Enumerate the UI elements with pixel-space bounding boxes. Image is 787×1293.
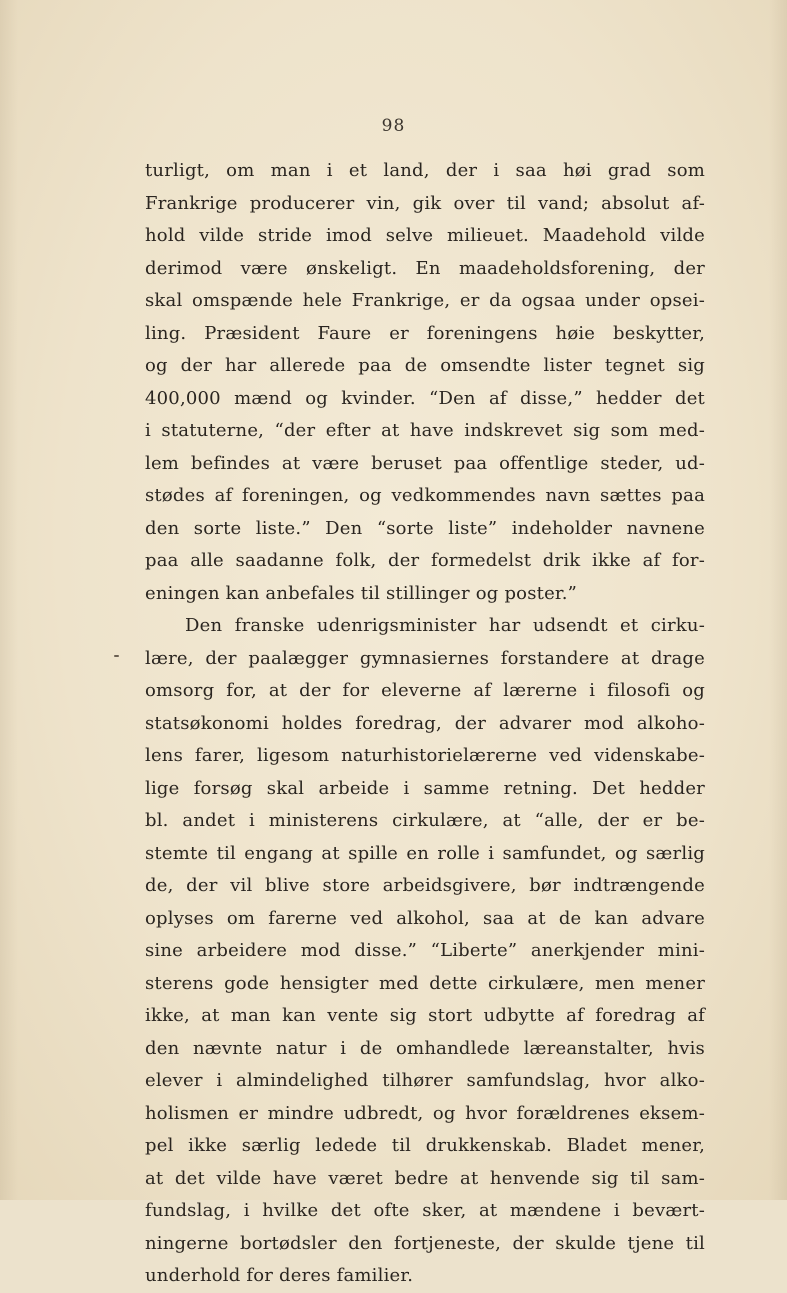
- text-line: ningerne bortødsler den fortjeneste, der skulde tjene til: [145, 1232, 705, 1254]
- text-line: 400,000 mænd og kvinder. “Den af disse,” hedder det: [145, 387, 705, 409]
- text-line: de, der vil blive store arbeidsgivere, bør indtrængende: [145, 875, 705, 896]
- text-line: stødes af foreningen, og vedkommendes navn sættes paa: [145, 485, 705, 506]
- text-line: turligt, om man i et land, der i saa høi grad som: [145, 160, 705, 181]
- text-line: hold vilde stride imod selve milieuet. Maadehold vilde: [145, 225, 705, 246]
- text-line: elever i almindelighed tilhører samfundslag, hvor alko-: [145, 1070, 705, 1091]
- text-line: lens farer, ligesom naturhistorielærerne ved videnskabe-: [145, 745, 705, 766]
- text-line: sine arbeidere mod disse.” “Liberte” anerkjender mini-: [145, 940, 705, 961]
- text-line: statsøkonomi holdes foredrag, der advarer mod alkoho-: [145, 712, 705, 734]
- text-line: stemte til engang at spille en rolle i samfundet, og særlig: [145, 842, 705, 864]
- paragraph-first-line: Den franske udenrigsminister har udsendt et cirku-: [185, 615, 705, 636]
- page-edge-shadow-left: [0, 0, 18, 1200]
- text-line: eningen kan anbefales til stillinger og poster.”: [145, 582, 578, 604]
- text-line: lige forsøg skal arbeide i samme retning. Det hedder: [145, 777, 705, 799]
- text-line: lem befindes at være beruset paa offentlige steder, ud-: [145, 452, 705, 474]
- text-line: ikke, at man kan vente sig stort udbytte af foredrag af: [145, 1005, 705, 1026]
- body-text: [145, 155, 705, 1293]
- margin-mark: [114, 655, 119, 657]
- text-line: og der har allerede paa de omsendte lister tegnet sig: [145, 355, 705, 376]
- text-line: omsorg for, at der for eleverne af lærerne i filosofi og: [145, 680, 705, 701]
- text-line: fundslag, i hvilke det ofte sker, at mændene i bevært-: [145, 1200, 705, 1221]
- text-line: i statuterne, “der efter at have indskrevet sig som med-: [145, 420, 705, 441]
- text-line: oplyses om farerne ved alkohol, saa at de kan advare: [145, 907, 705, 929]
- text-line: pel ikke særlig ledede til drukkenskab. Bladet mener,: [145, 1135, 705, 1156]
- text-line: den sorte liste.” Den “sorte liste” indeholder navnene: [145, 517, 705, 539]
- text-line: bl. andet i ministerens cirkulære, at “alle, der er be-: [145, 810, 705, 831]
- text-line: lære, der paalægger gymnasiernes forstandere at drage: [145, 647, 705, 669]
- text-line: underhold for deres familier.: [145, 1265, 414, 1286]
- text-line: Frankrige producerer vin, gik over til vand; absolut af-: [145, 192, 705, 214]
- text-line: sterens gode hensigter med dette cirkulære, men mener: [145, 972, 705, 994]
- page-edge-shadow-right: [769, 0, 787, 1200]
- text-line: holismen er mindre udbredt, og hvor forældrenes eksem-: [145, 1102, 705, 1124]
- text-line: ling. Præsident Faure er foreningens høie beskytter,: [145, 322, 705, 344]
- text-line: at det vilde have været bedre at henvende sig til sam-: [145, 1167, 705, 1189]
- text-line: skal omspænde hele Frankrige, er da ogsaa under opsei-: [145, 290, 705, 311]
- text-line: den nævnte natur i de omhandlede læreanstalter, hvis: [145, 1037, 705, 1059]
- page-number: 98: [381, 116, 406, 136]
- text-line: paa alle saadanne folk, der formedelst drik ikke af for-: [145, 550, 705, 571]
- text-line: derimod være ønskeligt. En maadeholdsforening, der: [145, 257, 705, 279]
